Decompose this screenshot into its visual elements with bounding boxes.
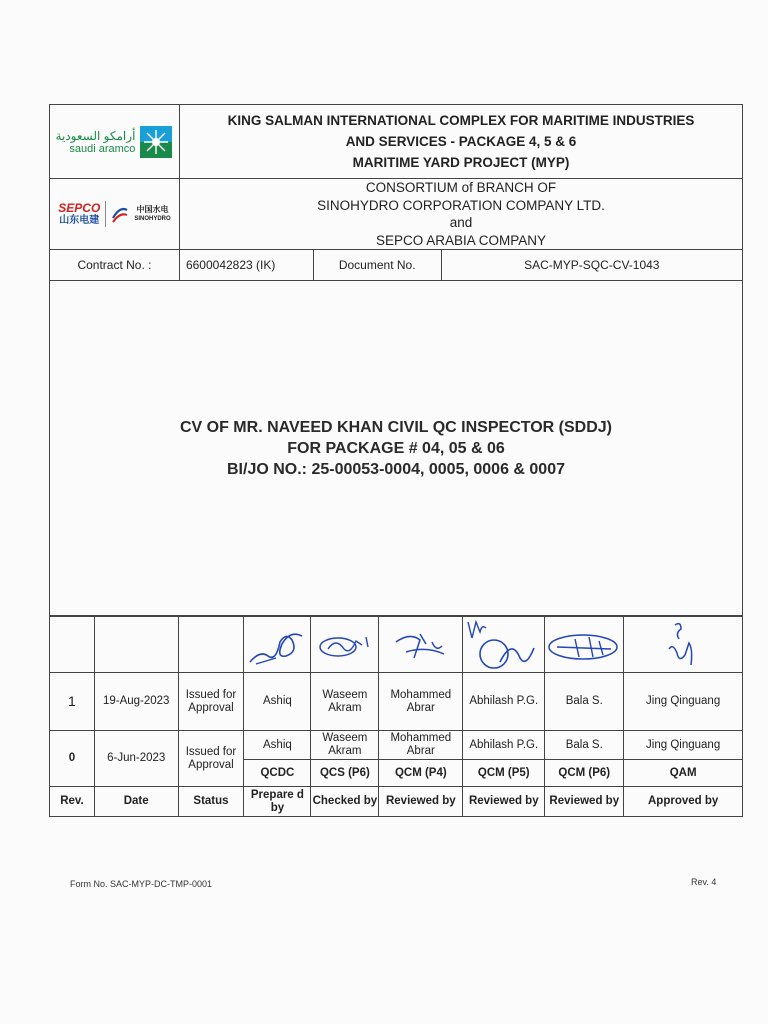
col-reviewed-3: Reviewed by [545, 787, 624, 817]
col-prepared: Prepare d by [244, 787, 311, 817]
sepco-logo-text: SEPCO [58, 200, 101, 215]
signature-reviewed-1 [379, 617, 463, 673]
sinohydro-chinese-text: 中国水电 [136, 205, 169, 214]
document-label: Document No. [313, 250, 441, 281]
header-table [49, 104, 743, 281]
role-approved: QAM [624, 760, 743, 787]
contract-value: 6600042823 (IK) [179, 250, 313, 281]
project-title-line-1: KING SALMAN INTERNATIONAL COMPLEX FOR MARITIME INDUSTRIES [227, 113, 695, 128]
approved-name: Jing Qinguang [624, 673, 743, 731]
signature-reviewed-2 [463, 617, 545, 673]
project-title-line-2: AND SERVICES - PACKAGE 4, 5 & 6 [345, 134, 577, 149]
column-header-row [50, 787, 743, 817]
prepared-name: Ashiq [244, 673, 311, 731]
project-title-line-3: MARITIME YARD PROJECT (MYP) [352, 155, 570, 170]
aramco-english-text: saudi aramco [69, 142, 136, 155]
prepared-name: Ashiq [244, 731, 311, 760]
revision-table [49, 616, 743, 817]
reviewed-name-2: Abhilash P.G. [463, 673, 545, 731]
reviewed-name-2: Abhilash P.G. [463, 731, 545, 760]
rev-number: 0 [50, 731, 95, 787]
role-reviewed-3: QCM (P6) [545, 760, 624, 787]
contract-label: Contract No. : [50, 250, 180, 281]
cv-title-line-2: FOR PACKAGE # 04, 05 & 06 [287, 440, 505, 457]
form-number: Form No. SAC-MYP-DC-TMP-0001 [70, 879, 213, 889]
sinohydro-english-text: SINOHYDRO [134, 216, 171, 222]
col-rev: Rev. [50, 787, 95, 817]
revision-row-0 [50, 731, 743, 760]
signature-approved [624, 617, 743, 673]
reviewed-name-1: Mohammed Abrar [379, 731, 463, 760]
consortium-line-1: CONSORTIUM of BRANCH OF [365, 180, 557, 195]
col-date: Date [94, 787, 178, 817]
checked-name: Waseem Akram [311, 673, 379, 731]
approved-name: Jing Qinguang [624, 731, 743, 760]
document-value: SAC-MYP-SQC-CV-1043 [441, 250, 742, 281]
cv-title-line-1: CV OF MR. NAVEED KHAN CIVIL QC INSPECTOR (SDDJ) [179, 419, 613, 436]
reviewed-name-3: Bala S. [545, 731, 624, 760]
rev-date: 19-Aug-2023 [94, 673, 178, 731]
reviewed-name-1: Mohammed Abrar [379, 673, 463, 731]
form-revision: Rev. 4 [691, 877, 717, 887]
role-checked: QCS (P6) [311, 760, 379, 787]
role-reviewed-1: QCM (P4) [379, 760, 463, 787]
cv-title-line-3: BI/JO NO.: 25-00053-0004, 0005, 0006 & 0007 [227, 461, 565, 478]
signature-reviewed-3 [545, 617, 624, 673]
aramco-star-icon [139, 125, 173, 159]
sepco-chinese-text: 山东电建 [59, 214, 100, 226]
aramco-logo [50, 105, 180, 179]
signature-prepared [244, 617, 311, 673]
consortium-line-4: SEPCO ARABIA COMPANY [375, 232, 546, 248]
col-approved: Approved by [624, 787, 743, 817]
rev-number: 1 [50, 673, 95, 731]
sinohydro-icon [111, 204, 129, 224]
project-title [179, 105, 742, 179]
reviewed-name-3: Bala S. [545, 673, 624, 731]
aramco-arabic-text: أرامكو السعودية [55, 128, 136, 143]
checked-name: Waseem Akram [311, 731, 379, 760]
col-reviewed-2: Reviewed by [463, 787, 545, 817]
col-checked: Checked by [311, 787, 379, 817]
revision-row-1 [50, 673, 743, 731]
consortium-block [179, 179, 742, 250]
role-reviewed-2: QCM (P5) [463, 760, 545, 787]
cv-title [50, 417, 742, 480]
empty-cell [94, 617, 178, 673]
col-status: Status [178, 787, 244, 817]
signature-row [50, 617, 743, 673]
cv-title-box [49, 279, 743, 616]
role-prepared: QCDC [244, 760, 311, 787]
signature-checked [311, 617, 379, 673]
empty-cell [50, 617, 95, 673]
col-reviewed-1: Reviewed by [379, 787, 463, 817]
sepco-sinohydro-logo [50, 179, 180, 250]
rev-date: 6-Jun-2023 [94, 731, 178, 787]
rev-status: Issued for Approval [178, 673, 244, 731]
consortium-line-3: and [449, 215, 473, 230]
rev-status: Issued for Approval [178, 731, 244, 787]
consortium-line-2: SINOHYDRO CORPORATION COMPANY LTD. [317, 197, 605, 213]
empty-cell [178, 617, 244, 673]
